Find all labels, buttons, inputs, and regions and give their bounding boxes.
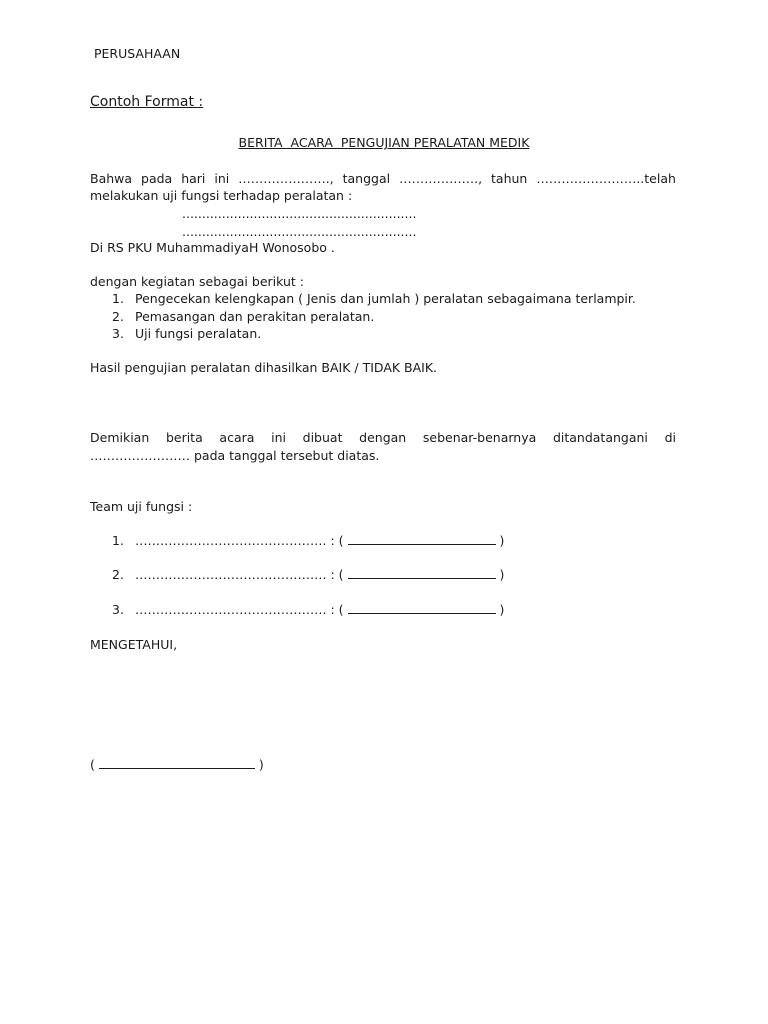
activity-text: Pemasangan dan perakitan peralatan.	[135, 309, 375, 324]
closing-word: sebenar-benarnya	[422, 430, 537, 445]
activity-text: Uji fungsi peralatan.	[135, 326, 262, 341]
result-statement: Hasil pengujian peralatan dihasilkan BAIK / TIDAK BAIK.	[90, 360, 438, 375]
acknowledgement-signature	[90, 757, 264, 772]
opening-word: hari	[181, 171, 206, 186]
opening-word: ini	[214, 171, 230, 186]
opening-word: tahun	[491, 171, 528, 186]
opening-line-2: melakukan uji fungsi terhadap peralatan :	[90, 188, 353, 203]
activities-intro: dengan kegiatan sebagai berikut :	[90, 274, 304, 289]
opening-word: pada	[141, 171, 173, 186]
signature-line	[348, 577, 496, 579]
closing-line-1	[90, 430, 676, 445]
team-member-row	[135, 533, 504, 548]
closing-word: ditandatangani	[552, 430, 648, 445]
activity-number: 1.	[112, 291, 124, 306]
acknowledgement-label: MENGETAHUI,	[90, 637, 178, 652]
paren-close: )	[499, 533, 505, 548]
closing-word: ini	[271, 430, 286, 445]
paren-close: )	[258, 757, 264, 772]
closing-word: di	[664, 430, 676, 445]
team-member-row	[135, 567, 504, 582]
closing-word: acara	[219, 430, 255, 445]
document-title: BERITA ACARA PENGUJIAN PERALATAN MEDIK	[238, 135, 530, 150]
team-member-number: 2.	[112, 567, 124, 582]
location-line: Di RS PKU MuhammadiyaH Wonosobo .	[90, 240, 335, 255]
opening-word: ……………………..telah	[536, 171, 676, 186]
signature-line	[99, 767, 255, 769]
team-member-dots: ………………………………………. : (	[135, 602, 344, 617]
opening-word: Bahwa	[90, 171, 133, 186]
equipment-dots-1: ...........................................................	[182, 206, 417, 221]
signature-line	[348, 612, 496, 614]
team-member-number: 1.	[112, 533, 124, 548]
activity-number: 3.	[112, 326, 124, 341]
activity-number: 2.	[112, 309, 124, 324]
team-label: Team uji fungsi :	[90, 499, 193, 514]
team-member-dots: ………………………………………. : (	[135, 533, 344, 548]
closing-word: Demikian	[90, 430, 150, 445]
paren-open: (	[90, 757, 95, 772]
closing-word: dengan	[359, 430, 407, 445]
closing-word: dibuat	[302, 430, 343, 445]
activity-text: Pengecekan kelengkapan ( Jenis dan jumlah ) peralatan sebagaimana terlampir.	[135, 291, 636, 306]
company-name: PERUSAHAAN	[94, 46, 181, 61]
closing-line-2: …………………… pada tanggal tersebut diatas.	[90, 448, 380, 463]
opening-word: tanggal	[342, 171, 391, 186]
team-member-number: 3.	[112, 602, 124, 617]
equipment-dots-2: ...........................................................	[182, 224, 417, 239]
opening-line-1	[90, 171, 676, 186]
paren-close: )	[499, 567, 505, 582]
opening-word: ……………….,	[399, 171, 483, 186]
team-member-dots: ………………………………………. : (	[135, 567, 344, 582]
opening-word: ………………….,	[238, 171, 334, 186]
signature-line	[348, 543, 496, 545]
paren-close: )	[499, 602, 505, 617]
team-member-row	[135, 602, 504, 617]
closing-word: berita	[165, 430, 203, 445]
format-label: Contoh Format :	[90, 94, 204, 110]
